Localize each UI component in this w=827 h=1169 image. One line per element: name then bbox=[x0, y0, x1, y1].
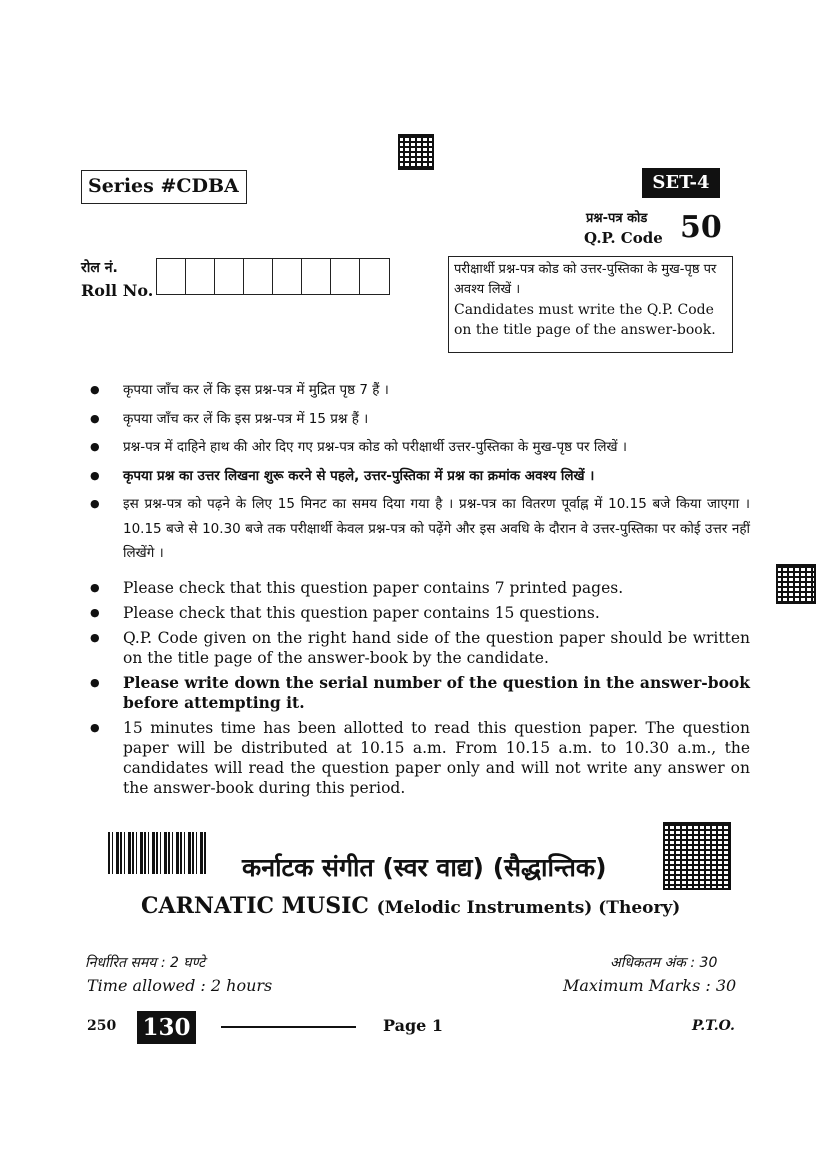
roll-label-en: Roll No. bbox=[81, 281, 154, 300]
roll-digit-box[interactable] bbox=[360, 259, 389, 294]
qp-code-label-hi: प्रश्न-पत्र कोड bbox=[586, 211, 648, 226]
roll-number-boxes[interactable] bbox=[156, 258, 390, 295]
set-badge: SET-4 bbox=[642, 168, 720, 198]
roll-digit-box[interactable] bbox=[157, 259, 186, 294]
qr-code-icon bbox=[663, 822, 731, 890]
pto-label: P.T.O. bbox=[692, 1018, 735, 1034]
roll-digit-box[interactable] bbox=[186, 259, 215, 294]
instruction-item: ● कृपया जाँच कर लें कि इस प्रश्न-पत्र में मुद्रित पृष्ठ 7 हैं । bbox=[90, 378, 750, 403]
instruction-item: ● Please write down the serial number of the question in the answer-book before attempting it. bbox=[90, 673, 750, 713]
qr-code-icon bbox=[776, 564, 816, 604]
instruction-item: ● 15 minutes time has been allotted to read this question paper. The question paper will be distributed at 10.15 a.m. From 10.15 a.m. to 10.30 a.m., the candidates will read the question paper only and will not write any answer on the answer-book during this period. bbox=[90, 718, 750, 798]
roll-digit-box[interactable] bbox=[302, 259, 331, 294]
subject-title-sub: (Melodic Instruments) (Theory) bbox=[376, 898, 681, 918]
roll-digit-box[interactable] bbox=[273, 259, 302, 294]
qr-code-icon bbox=[398, 134, 434, 170]
instruction-item: ● कृपया जाँच कर लें कि इस प्रश्न-पत्र में 15 प्रश्न हैं । bbox=[90, 407, 750, 432]
instructions-english bbox=[90, 578, 750, 803]
instruction-item: ● Please check that this question paper contains 15 questions. bbox=[90, 603, 750, 623]
instruction-item: ● कृपया प्रश्न का उत्तर लिखना शुरू करने से पहले, उत्तर-पुस्तिका में प्रश्न का क्रमांक अवश्य लिखें । bbox=[90, 464, 750, 489]
page-number: Page 1 bbox=[383, 1016, 444, 1035]
qp-code-notice bbox=[448, 256, 733, 353]
notice-hi: परीक्षार्थी प्रश्न-पत्र कोड को उत्तर-पुस्तिका के मुख-पृष्ठ पर अवश्य लिखें । bbox=[454, 262, 717, 297]
paper-code-box: 130 bbox=[137, 1011, 196, 1044]
instruction-item: ● Q.P. Code given on the right hand side of the question paper should be written on the title page of the answer-book by the candidate. bbox=[90, 628, 750, 668]
qp-code-label-en: Q.P. Code bbox=[584, 229, 663, 247]
instructions-hindi bbox=[90, 378, 750, 570]
time-allowed-hi: निर्धारित समय : 2 घण्टे bbox=[85, 955, 206, 971]
roll-label-hi: रोल नं. bbox=[81, 260, 118, 276]
qp-code-value: 50 bbox=[680, 210, 722, 245]
instruction-item: ● इस प्रश्न-पत्र को पढ़ने के लिए 15 मिनट का समय दिया गया है । प्रश्न-पत्र का वितरण पूर्वाह्न में 10.15 बजे किया जाएगा । 10.15 बजे से 10.30 बजे तक परीक्षार्थी केवल प्रश्न-पत्र को पढ़ेंगे और इस अवधि के दौरान वे उत्तर-पुस्तिका पर कोई उत्तर नहीं लिखेंगे । bbox=[90, 492, 750, 566]
max-marks-en: Maximum Marks : 30 bbox=[563, 976, 737, 995]
divider bbox=[221, 1026, 356, 1028]
subject-title-en bbox=[141, 893, 680, 919]
barcode-icon bbox=[108, 832, 208, 874]
roll-digit-box[interactable] bbox=[244, 259, 273, 294]
subject-title-main: CARNATIC MUSIC bbox=[141, 893, 369, 919]
max-marks-hi: अधिकतम अंक : 30 bbox=[610, 955, 718, 971]
instruction-item: ● प्रश्न-पत्र में दाहिने हाथ की ओर दिए गए प्रश्न-पत्र कोड को परीक्षार्थी उत्तर-पुस्तिका के मुख-पृष्ठ पर लिखें । bbox=[90, 435, 750, 460]
notice-en: Candidates must write the Q.P. Code on the title page of the answer-book. bbox=[454, 302, 716, 338]
subject-title-hi: कर्नाटक संगीत (स्वर वाद्य) (सैद्धान्तिक) bbox=[242, 853, 607, 882]
time-allowed-en: Time allowed : 2 hours bbox=[87, 976, 273, 995]
paper-code-small: 250 bbox=[87, 1018, 117, 1034]
roll-digit-box[interactable] bbox=[215, 259, 244, 294]
instruction-item: ● Please check that this question paper contains 7 printed pages. bbox=[90, 578, 750, 598]
roll-digit-box[interactable] bbox=[331, 259, 360, 294]
series-label: Series #CDBA bbox=[81, 170, 247, 204]
